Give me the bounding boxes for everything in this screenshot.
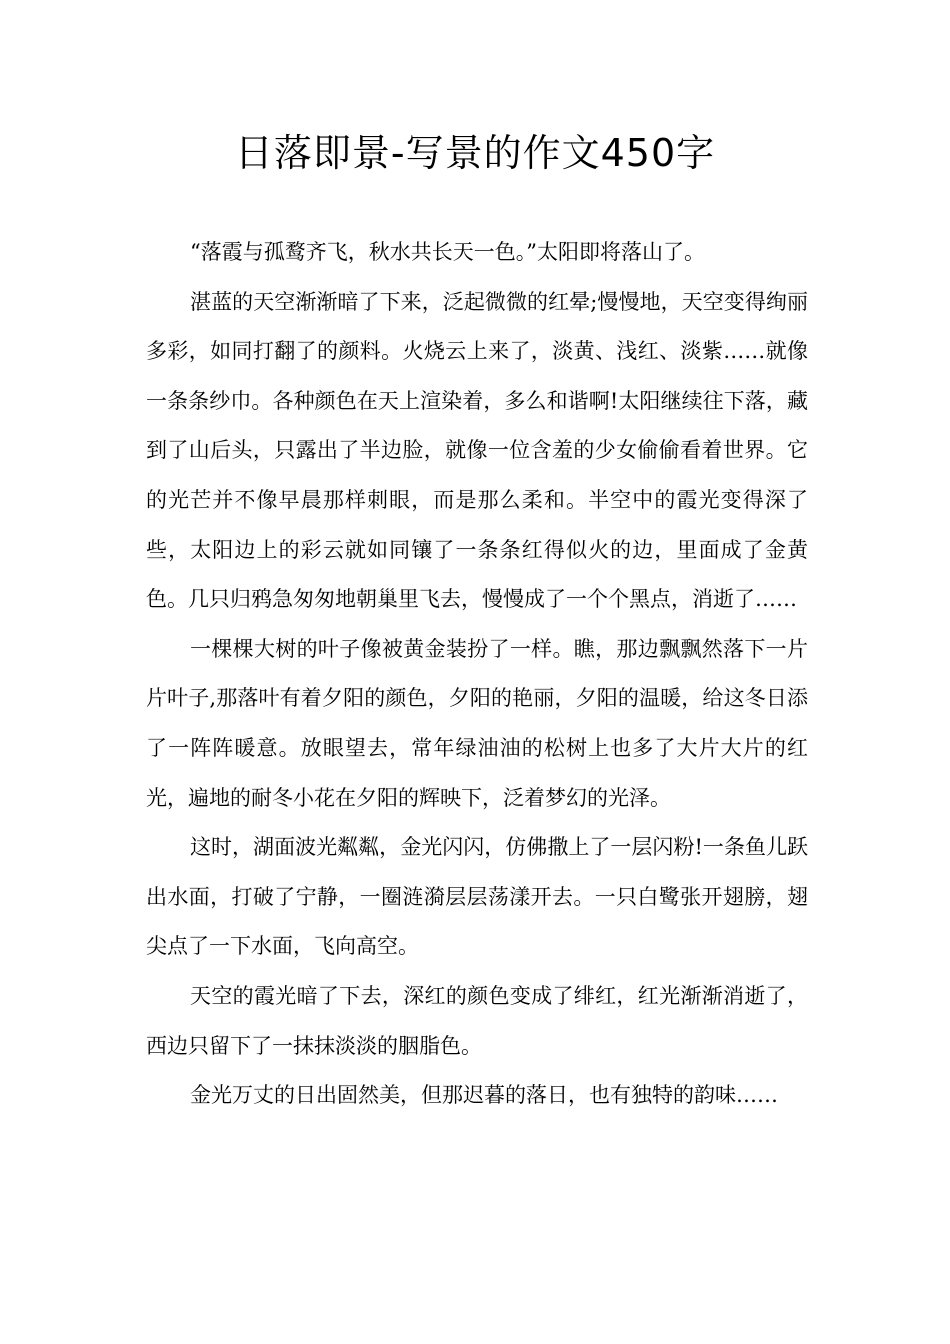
- document-title: 日落即景-写景的作文450字: [234, 131, 716, 175]
- paragraph: 金光万丈的日出固然美，但那迟暮的落日，也有独特的韵味……: [190, 1083, 778, 1108]
- paragraph: 一棵棵大树的叶子像被黄金装扮了一样。瞧，那边飘飘然落下一片片叶子,那落叶有着夕阳的颜色，夕阳的艳丽，夕阳的温暖，给这冬日添了一阵阵暖意。放眼望去，常年绿油油的松树上也多了大片大片的红光，遍地的耐冬小花在夕阳的辉映下，泛着梦幻的光泽。: [146, 636, 808, 810]
- paragraph: 湛蓝的天空渐渐暗了下来，泛起微微的红晕;慢慢地，天空变得绚丽多彩，如同打翻了的颜料。火烧云上来了，淡黄、浅红、淡紫……就像一条条纱巾。各种颜色在天上渲染着，多么和谐啊!太阳继续往下落，藏到了山后头，只露出了半边脸，就像一位含羞的少女偷偷看着世界。它的光芒并不像早晨那样刺眼，而是那么柔和。半空中的霞光变得深了些，太阳边上的彩云就如同镶了一条条红得似火的边，里面成了金黄色。几只归鸦急匆匆地朝巢里飞去，慢慢成了一个个黑点，消逝了……: [146, 289, 808, 612]
- paragraph: “落霞与孤鹜齐飞，秋水共长天一色。”太阳即将落山了。: [190, 240, 705, 264]
- document-body: [146, 228, 808, 1121]
- paragraph: 天空的霞光暗了下去，深红的颜色变成了绯红，红光渐渐消逝了，西边只留下了一抹抹淡淡的胭脂色。: [146, 983, 808, 1058]
- paragraph: 这时，湖面波光粼粼，金光闪闪，仿佛撒上了一层闪粉!一条鱼儿跃出水面，打破了宁静，一圈涟漪层层荡漾开去。一只白鹭张开翅膀，翅尖点了一下水面，飞向高空。: [146, 835, 808, 959]
